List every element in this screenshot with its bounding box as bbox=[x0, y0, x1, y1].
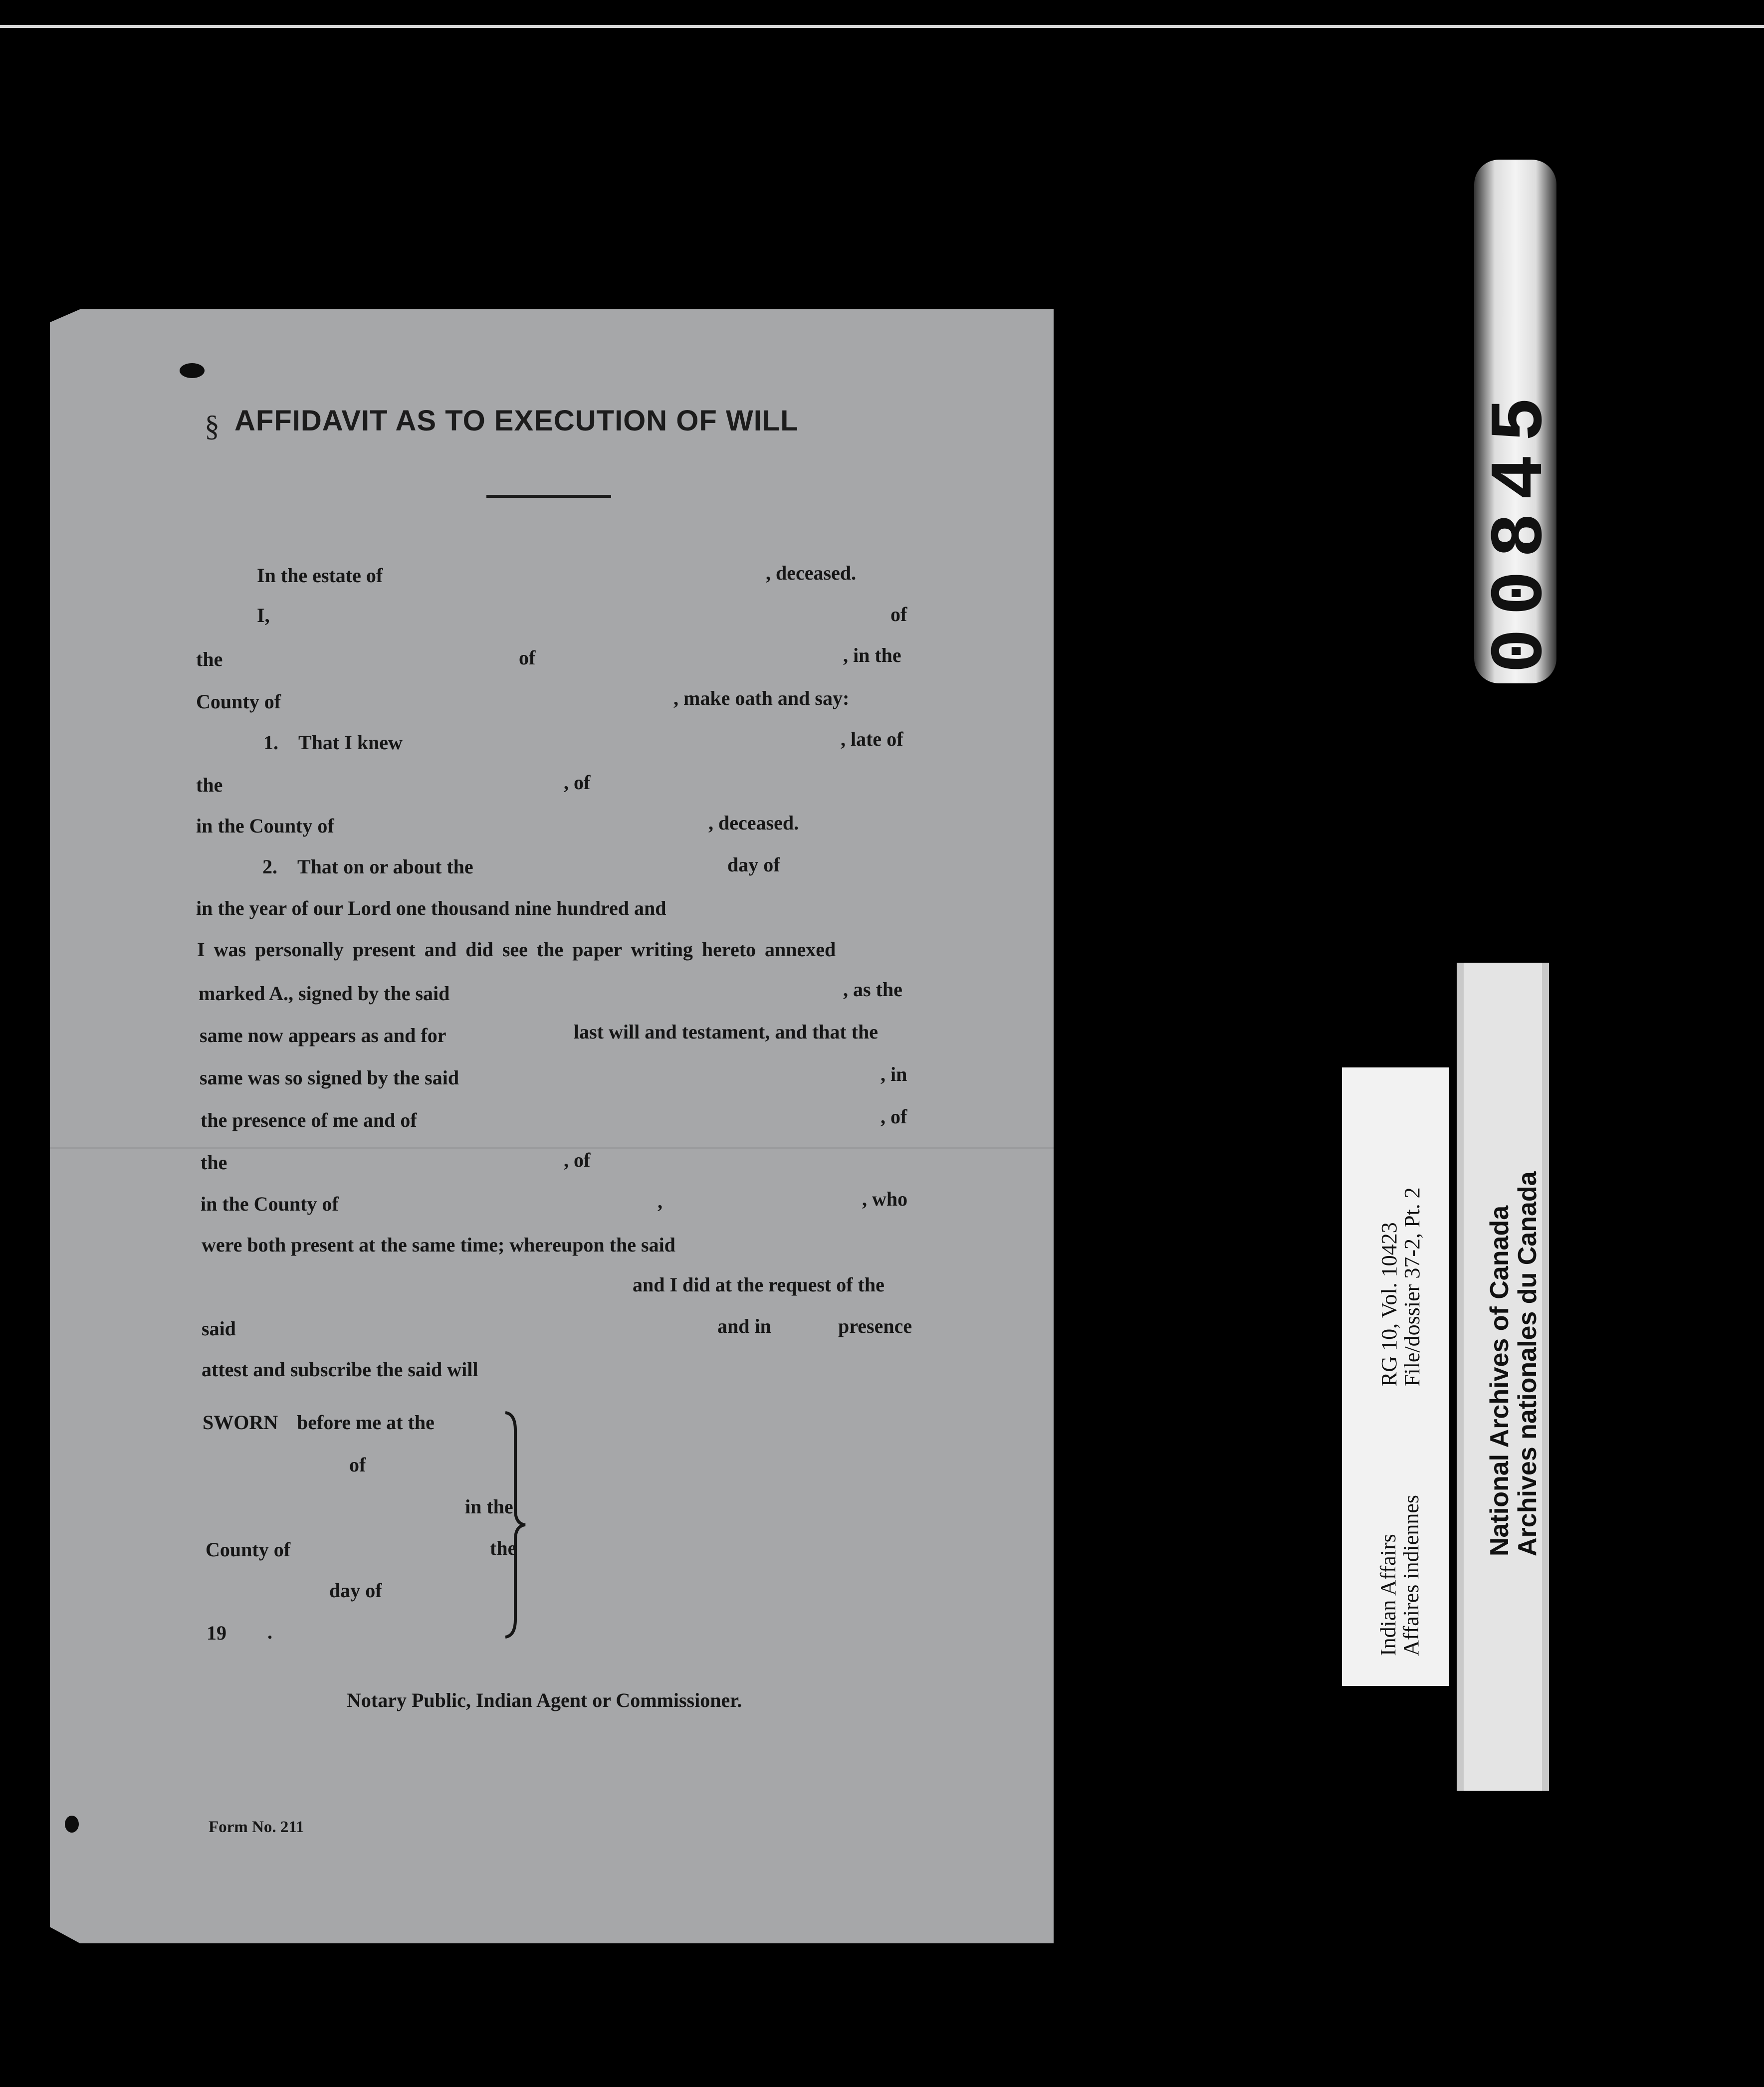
reference-file: File/dossier 37-2, Pt. 2 bbox=[1400, 1187, 1424, 1387]
jurat-text: County of bbox=[206, 1538, 291, 1561]
jurat-text: 19 bbox=[207, 1622, 226, 1644]
reference-label bbox=[1378, 1187, 1424, 1387]
form-text: , late of bbox=[841, 728, 903, 750]
form-text: same now appears as and for bbox=[200, 1024, 446, 1046]
form-text: in the year of our Lord one thousand nine hundred and bbox=[196, 897, 666, 919]
form-text: , bbox=[658, 1190, 662, 1213]
frame-number: 00845 bbox=[1479, 384, 1564, 673]
jurat-text: SWORN bbox=[203, 1411, 278, 1434]
form-text: same was so signed by the said bbox=[200, 1066, 459, 1089]
form-text: , of bbox=[564, 1149, 591, 1171]
jurat-text: of bbox=[349, 1454, 366, 1476]
form-text: and I did at the request of the bbox=[633, 1273, 884, 1296]
reference-volume: RG 10, Vol. 10423 bbox=[1377, 1222, 1401, 1387]
ink-spot bbox=[180, 363, 205, 378]
form-text: attest and subscribe the said will bbox=[202, 1358, 478, 1381]
form-text: marked A., signed by the said bbox=[199, 982, 450, 1005]
department-fr: Affaires indiennes bbox=[1399, 1495, 1423, 1656]
department-en: Indian Affairs bbox=[1376, 1534, 1400, 1656]
form-text: day of bbox=[727, 853, 780, 876]
title-mark: § bbox=[205, 410, 220, 442]
form-text: , of bbox=[881, 1105, 907, 1128]
signature-line: Notary Public, Indian Agent or Commissioner. bbox=[347, 1689, 742, 1711]
jurat-text: before me at the bbox=[297, 1411, 435, 1434]
form-text: the bbox=[201, 1151, 227, 1174]
form-text: the presence of me and of bbox=[201, 1109, 417, 1131]
ink-spot bbox=[65, 1816, 79, 1833]
form-text: in the County of bbox=[201, 1193, 339, 1215]
jurat-text: in the bbox=[465, 1495, 513, 1518]
form-text: were both present at the same time; whereupon the said bbox=[202, 1234, 675, 1256]
jurat-brace bbox=[500, 1410, 530, 1640]
form-text: , in bbox=[881, 1063, 907, 1085]
form-text: In the estate of bbox=[257, 564, 383, 587]
form-text: That I knew bbox=[298, 731, 403, 754]
form-text: That on or about the bbox=[297, 855, 473, 878]
form-text: , who bbox=[862, 1188, 908, 1210]
institution-fr: Archives nationales du Canada bbox=[1513, 1171, 1542, 1556]
jurat-text: . bbox=[267, 1621, 272, 1643]
form-text: , as the bbox=[843, 978, 902, 1001]
form-text: and in bbox=[717, 1315, 771, 1337]
jurat-text: the bbox=[490, 1537, 517, 1559]
form-text: of bbox=[519, 646, 536, 669]
paper-fold-crease bbox=[50, 1147, 1054, 1149]
form-text: of bbox=[890, 603, 907, 626]
institution-en: National Archives of Canada bbox=[1485, 1205, 1514, 1556]
form-text: , deceased. bbox=[766, 562, 857, 584]
form-text: I was personally present and did see the paper writing hereto annexed bbox=[197, 938, 836, 961]
title-underline bbox=[486, 495, 611, 498]
form-number: Form No. 211 bbox=[209, 1818, 304, 1836]
form-text: in the County of bbox=[196, 815, 334, 837]
form-text: last will and testament, and that the bbox=[574, 1021, 879, 1043]
form-text: presence bbox=[838, 1315, 912, 1337]
form-text: , in the bbox=[843, 644, 901, 666]
form-text: the bbox=[196, 774, 223, 796]
form-title: AFFIDAVIT AS TO EXECUTION OF WILL bbox=[234, 405, 799, 437]
form-text: , make oath and say: bbox=[673, 687, 850, 709]
form-text: the bbox=[196, 648, 223, 670]
film-edge-line bbox=[0, 25, 1764, 28]
jurat-text: day of bbox=[329, 1579, 382, 1602]
form-text: , deceased. bbox=[708, 812, 799, 834]
form-text: County of bbox=[196, 690, 281, 713]
form-text: 1. bbox=[263, 731, 278, 754]
institution-name bbox=[1486, 1171, 1542, 1556]
form-text: , of bbox=[564, 771, 591, 794]
form-text: said bbox=[202, 1317, 236, 1340]
form-text: 2. bbox=[262, 855, 277, 878]
department-label bbox=[1377, 1495, 1423, 1656]
form-text: I, bbox=[257, 604, 270, 626]
